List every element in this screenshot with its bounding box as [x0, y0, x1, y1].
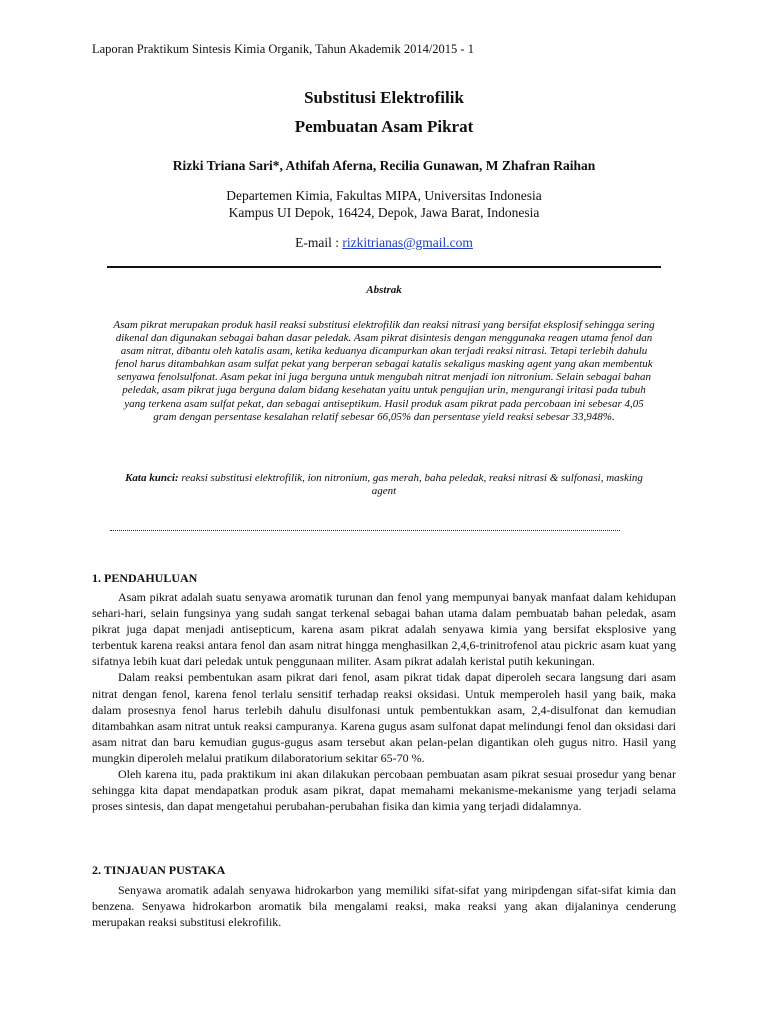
running-head: Laporan Praktikum Sintesis Kimia Organik, Tahun Akademik 2014/2015 - 1	[92, 42, 474, 56]
header-divider	[107, 266, 661, 268]
section-heading: 1. PENDAHULUAN	[92, 571, 198, 585]
keywords-text: reaksi substitusi elektrofilik, ion nitronium, gas merah, baha peledak, reaksi nitrasi & sulfonasi, masking agent	[178, 472, 643, 498]
paragraph: Dalam reaksi pembentukan asam pikrat dari fenol, asam pikrat tidak dapat diperoleh secara langsung dari asam nitrat dengan fenol, karena fenol terlalu sensitif terhadap reaksi oksidasi. Untuk memperoleh hasil yang baik, maka dalam prosesnya fenol harus terlebih dahulu disulfonasi untuk pembentukkan asam, 2,4-disulfonat dan kemudian ditambahkan asam nitrat untuk reaksi campuranya. Karena gugus asam sulfonat dapat melindungi fenol dan oksidasi dari asam nitrat dan baru kemudian gugus-gugus asam tersebut akan pelan-pelan digantikan oleh gugus nitro. Hasil yang mungkin diperoleh melalui pratikum dilaboratorium sekitar 65-70 %.	[92, 670, 676, 765]
paragraph: Oleh karena itu, pada praktikum ini akan dilakukan percobaan pembuatan asam pikrat sesuai prosedur yang benar sehingga kita dapat mendapatkan produk asam pikrat, dapat memahami mekanisme-mekanisme yang terjadi selama proses sintesis, dan dapat mengetahui perubahan-perubahan fisika dan kimia yang terjadi didalamnya.	[92, 767, 676, 814]
author-list: Rizki Triana Sari*, Athifah Aferna, Recilia Gunawan, M Zhafran Raihan	[172, 158, 596, 173]
abstract-heading: Abstrak	[366, 284, 402, 296]
email-label: E-mail :	[295, 235, 343, 250]
section-body	[92, 882, 676, 930]
keywords-label: Kata kunci:	[125, 472, 179, 484]
affiliation-line-2: Kampus UI Depok, 16424, Depok, Jawa Barat, Indonesia	[228, 205, 540, 220]
email-link[interactable]: rizkitrianas@gmail.com	[342, 235, 473, 250]
section-body	[92, 589, 676, 814]
affiliation-line-1: Departemen Kimia, Fakultas MIPA, Universitas Indonesia	[226, 188, 542, 203]
paragraph: Senyawa aromatik adalah senyawa hidrokarbon yang memiliki sifat-sifat yang miripdengan sifat-sifat kimia dan benzena. Senyawa hidrokarbon aromatik bila mengalami reaksi, maka reaksi yang akan dijalaninya cenderung merupakan reaksi substitusi elekrofilik.	[92, 883, 676, 930]
paragraph: Asam pikrat adalah suatu senyawa aromatik turunan dan fenol yang mempunyai banyak manfaat dalam kehidupan sehari-hari, selain fungsinya yang sudah sangat terkenal sebagai bahan utama dalam pembuatab bahan peledak, asam pikrat juga dapat menjadi antisepticum, karena asam pikrat adalah senyawa kimia yang bersifat eksplosive yang terbentuk karena reaksi antara fenol dan asam nitrat hingga menghasilkan 2,4,6-trinitrofenol atau pickric asam kuat yang sifatnya lebih kuat dari peledak untuk penggunaan militer. Asam pikrat adalah keristal putih kekuningan.	[92, 590, 676, 669]
section-heading: 2. TINJAUAN PUSTAKA	[92, 863, 226, 877]
paper-title: Substitusi Elektrofilik	[304, 88, 464, 107]
dotted-divider	[110, 530, 620, 531]
abstract-text: Asam pikrat merupakan produk hasil reaksi substitusi elektrofilik dan reaksi nitrasi yang bersifat eksplosif sehingga sering dikenal dan digunakan sebagai bahan dasar peledak. Asam pikrat disintesis dengan menggunaka reagen utama fenol dan asam nitrat, dibantu oleh katalis asam, ketika keduanya dicampurkan akan terjadi reaksi nitrasi. Tetapi terlebih dahulu fenol harus ditambahkan asam sulfat pekat yang berperan sebagai katalis sekaligus masking agent yang akan membentuk senyawa fenolsulfonat. Asam pekat ini juga berguna untuk mengubah nitrat menjadi ion nitronium. Selain sebagai bahan peledak, asam pikrat juga berguna dalam bidang kesehatan yaitu untuk pengujian urin, mengurangi iritasi pada tubuh yang terkena asam sulfat pekat, dan sebagai antiseptikum. Hasil produk asam pikrat pada percobaan ini sebesar 4,05 gram dengan persentase kesalahan relatif sebesar 66,05% dan persentase yield reaksi sebesar 33,948%.	[113, 319, 655, 423]
email-line	[0, 235, 768, 251]
keywords	[112, 472, 656, 498]
paper-subtitle: Pembuatan Asam Pikrat	[294, 117, 474, 136]
